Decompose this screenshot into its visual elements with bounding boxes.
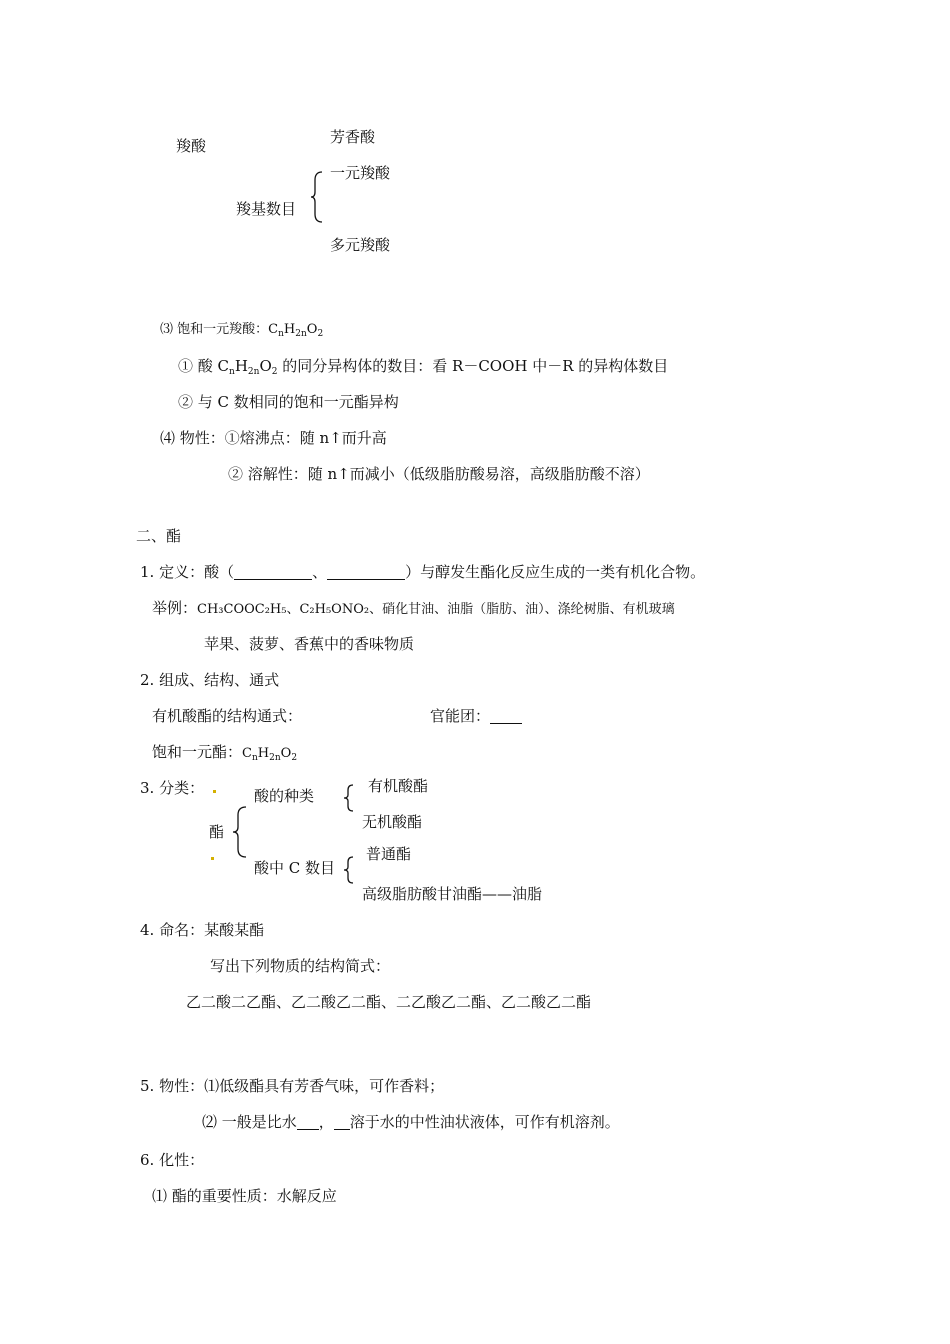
formula-o: O xyxy=(280,746,292,761)
poly-carboxylic: 多元羧酸 xyxy=(330,236,391,254)
formula-sub: 2 xyxy=(271,367,278,377)
brace-ester xyxy=(232,806,248,858)
prop2-mid: ， xyxy=(318,1113,334,1131)
saturated-acid-line xyxy=(160,320,323,344)
ester-physical-line2 xyxy=(202,1112,620,1132)
formula-h: H xyxy=(257,746,270,761)
isomer-pre: ① 酸 C xyxy=(178,357,230,375)
formula-sub: 2 xyxy=(291,753,298,763)
formula-sub: 2n xyxy=(269,753,281,763)
marker-dot xyxy=(211,857,214,860)
carboxyl-count-label: 羧基数目 xyxy=(236,200,297,218)
inorganic-ester: 无机酸酯 xyxy=(362,813,423,831)
examples-line2: 苹果、菠萝、香蕉中的香味物质 xyxy=(204,635,415,653)
isomer-count-line xyxy=(178,356,668,382)
brace-carboxyl xyxy=(310,170,324,224)
acid-type-label: 酸的种类 xyxy=(254,787,315,805)
blank-acid-2[interactable] xyxy=(327,563,405,580)
marker-dot xyxy=(213,790,216,793)
formula-sub: n xyxy=(251,753,258,763)
glyceride-ester: 高级脂肪酸甘油酯——油脂 xyxy=(362,885,543,903)
formula-c: C xyxy=(268,322,279,337)
saturated-ester-line xyxy=(152,742,297,768)
formula-h: H xyxy=(234,357,248,375)
c-count-label: 酸中 C 数目 xyxy=(254,859,336,877)
ester-root: 酯 xyxy=(209,823,225,841)
prop2-post: 溶于水的中性油状液体，可作有机溶剂。 xyxy=(349,1113,620,1131)
carboxylic-root: 羧酸 xyxy=(176,137,207,155)
examples-line xyxy=(152,598,675,620)
functional-group-line xyxy=(430,706,522,726)
formula-sub: 2n xyxy=(247,367,260,377)
blank-functional-group[interactable] xyxy=(490,707,522,724)
naming-list: 乙二酸二乙酯、乙二酸乙二酯、二乙酸乙二酯、乙二酸乙二酯 xyxy=(186,993,592,1011)
blank-density[interactable] xyxy=(297,1113,319,1130)
naming-task: 写出下列物质的结构简式： xyxy=(210,957,391,975)
isomer-post: 的同分异构体的数目：看 R－COOH 中－R 的异构体数目 xyxy=(277,357,669,375)
prop2-pre: ⑵ 一般是比水 xyxy=(202,1113,297,1131)
definition-pre: 1. 定义：酸（ xyxy=(140,563,235,581)
brace-acid-type xyxy=(343,784,355,812)
ester-physical-title: 5. 物性：⑴低级酯具有芳香气味，可作香料； xyxy=(140,1077,445,1095)
naming-title: 4. 命名：某酸某酯 xyxy=(140,921,265,939)
chemical-title: 6. 化性： xyxy=(140,1151,205,1169)
blank-acid-1[interactable] xyxy=(234,563,312,580)
formula-h: H xyxy=(283,322,296,337)
ester-definition xyxy=(140,562,705,582)
examples-label: 举例： xyxy=(152,599,198,617)
hydrolysis-line: ⑴ 酯的重要性质：水解反应 xyxy=(152,1187,337,1205)
organic-ester: 有机酸酯 xyxy=(368,777,429,795)
formula-o: O xyxy=(259,357,272,375)
formula-sub: n xyxy=(229,367,235,377)
formula-sub: n xyxy=(278,329,284,339)
formula-sub: 2 xyxy=(317,329,324,339)
definition-sep: 、 xyxy=(312,563,328,581)
definition-post: ）与醇发生酯化反应生成的一类有机化合物。 xyxy=(405,563,706,581)
physical-line2: ② 溶解性：随 n↑而减小（低级脂肪酸易溶，高级脂肪酸不溶） xyxy=(228,465,650,483)
aromatic-acid: 芳香酸 xyxy=(330,128,376,146)
formula-sub: 2n xyxy=(295,329,307,339)
composition-title: 2. 组成、结构、通式 xyxy=(140,671,280,689)
ester-section-title: 二、酯 xyxy=(136,527,182,545)
physical-line1: ⑷ 物性：①熔沸点：随 n↑而升高 xyxy=(160,429,387,447)
classification-title: 3. 分类： xyxy=(140,779,205,797)
blank-solubility[interactable] xyxy=(334,1113,350,1130)
ester-isomer-line: ② 与 C 数相同的饱和一元酯异构 xyxy=(178,393,399,411)
formula-c: C xyxy=(242,746,252,761)
normal-ester: 普通酯 xyxy=(366,845,412,863)
functional-group-label: 官能团： xyxy=(430,707,491,725)
mono-carboxylic: 一元羧酸 xyxy=(330,164,391,182)
examples-text: CH₃COOC₂H₅、C₂H₅ONO₂、硝化甘油、油脂（脂肪、油）、涤纶树脂、有机玻璃 xyxy=(197,602,675,617)
brace-c-count xyxy=(343,856,355,884)
formula-o: O xyxy=(306,322,318,337)
general-formula-label: 有机酸酯的结构通式： xyxy=(152,707,303,725)
saturated-ester-label: 饱和一元酯： xyxy=(152,743,243,761)
saturated-head: ⑶ 饱和一元羧酸： xyxy=(160,322,269,337)
